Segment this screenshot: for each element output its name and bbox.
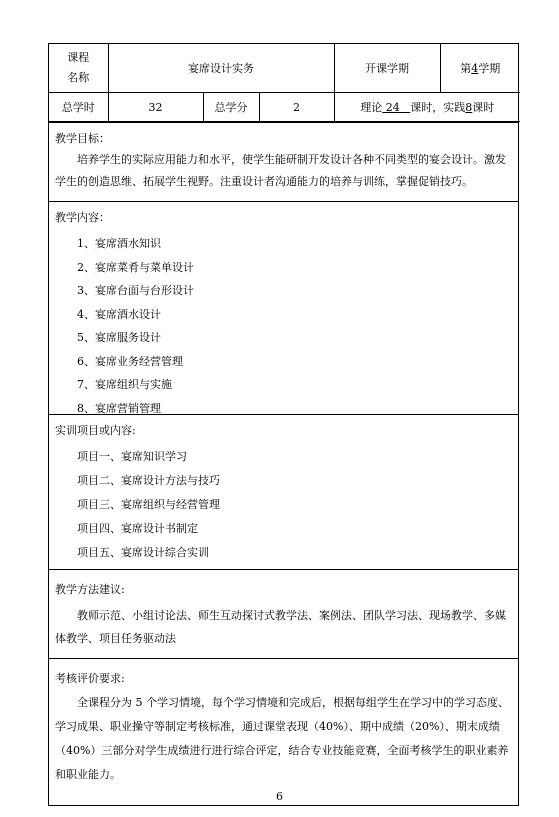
course-syllabus-table (48, 43, 519, 806)
assessment-text: 全课程分为 5 个学习情境，每个学习情境和完成后，根据每组学生在学习中的学习态度、学习成果、职业操守等制定考核标准，通过课堂表现（40%）、期中成绩（20%）、期末成绩（40%）三部分对学生成绩进行进行综合评定，结合专业技能竞赛，全面考核学生的职业素养和职业能力。 (55, 696, 509, 781)
content-section (49, 201, 518, 414)
total-credits-label: 总学分 (203, 93, 259, 122)
objectives-text: 培养学生的实际应用能力和水平，使学生能研制开发设计各种不同类型的宴会设计。激发学生的创造思维、拓展学生视野。注重设计者沟通能力的培养与训练，掌握促销技巧。 (55, 153, 506, 188)
methods-section (49, 569, 518, 658)
course-name-value: 宴席设计实务 (108, 44, 334, 93)
list-item: 项目三、宴席组织与经营管理 (77, 498, 220, 511)
total-hours-value: 32 (108, 93, 203, 122)
course-header-table (49, 44, 520, 122)
list-item: 8、宴席营销管理 (77, 401, 161, 415)
list-item: 4、宴席酒水设计 (77, 307, 161, 321)
assessment-title: 考核评价要求: (55, 672, 125, 685)
methods-text: 教师示范、小组讨论法、师生互动探讨式教学法、案例法、团队学习法、现场教学、多媒体教学、项目任务驱动法 (55, 609, 506, 645)
list-item: 3、宴席台面与台形设计 (77, 284, 194, 297)
practice-title: 实训项目或内容: (55, 424, 136, 437)
assessment-section (49, 658, 518, 805)
objectives-section (49, 122, 518, 201)
list-item: 项目四、宴席设计书制定 (77, 522, 198, 535)
list-item: 项目一、宴席知识学习 (77, 450, 187, 463)
list-item: 1、宴席酒水知识 (77, 237, 161, 250)
list-item: 项目五、宴席设计综合实训 (77, 546, 209, 559)
content-list (55, 232, 512, 420)
hours-breakdown: 理论 24 课时，实践8课时 (334, 93, 520, 122)
list-item: 项目二、宴席设计方法与技巧 (77, 474, 220, 487)
objectives-title: 教学目标： (55, 132, 110, 145)
practice-list (55, 445, 512, 565)
page-number: 6 (276, 790, 283, 803)
list-item: 6、宴席业务经营管理 (77, 354, 183, 368)
total-credits-value: 2 (259, 93, 334, 122)
course-name-label: 课程 名称 (49, 44, 108, 93)
list-item: 5、宴席服务设计 (77, 331, 161, 344)
semester-value: 第4学期 (440, 44, 520, 93)
total-hours-label: 总学时 (49, 93, 108, 122)
methods-title: 教学方法建议: (55, 583, 125, 596)
list-item: 7、宴席组织与实施 (77, 378, 172, 391)
practice-section (49, 414, 518, 569)
semester-label: 开课学期 (334, 44, 440, 93)
list-item: 2、宴席菜肴与菜单设计 (77, 260, 194, 274)
content-title: 教学内容： (55, 211, 110, 224)
